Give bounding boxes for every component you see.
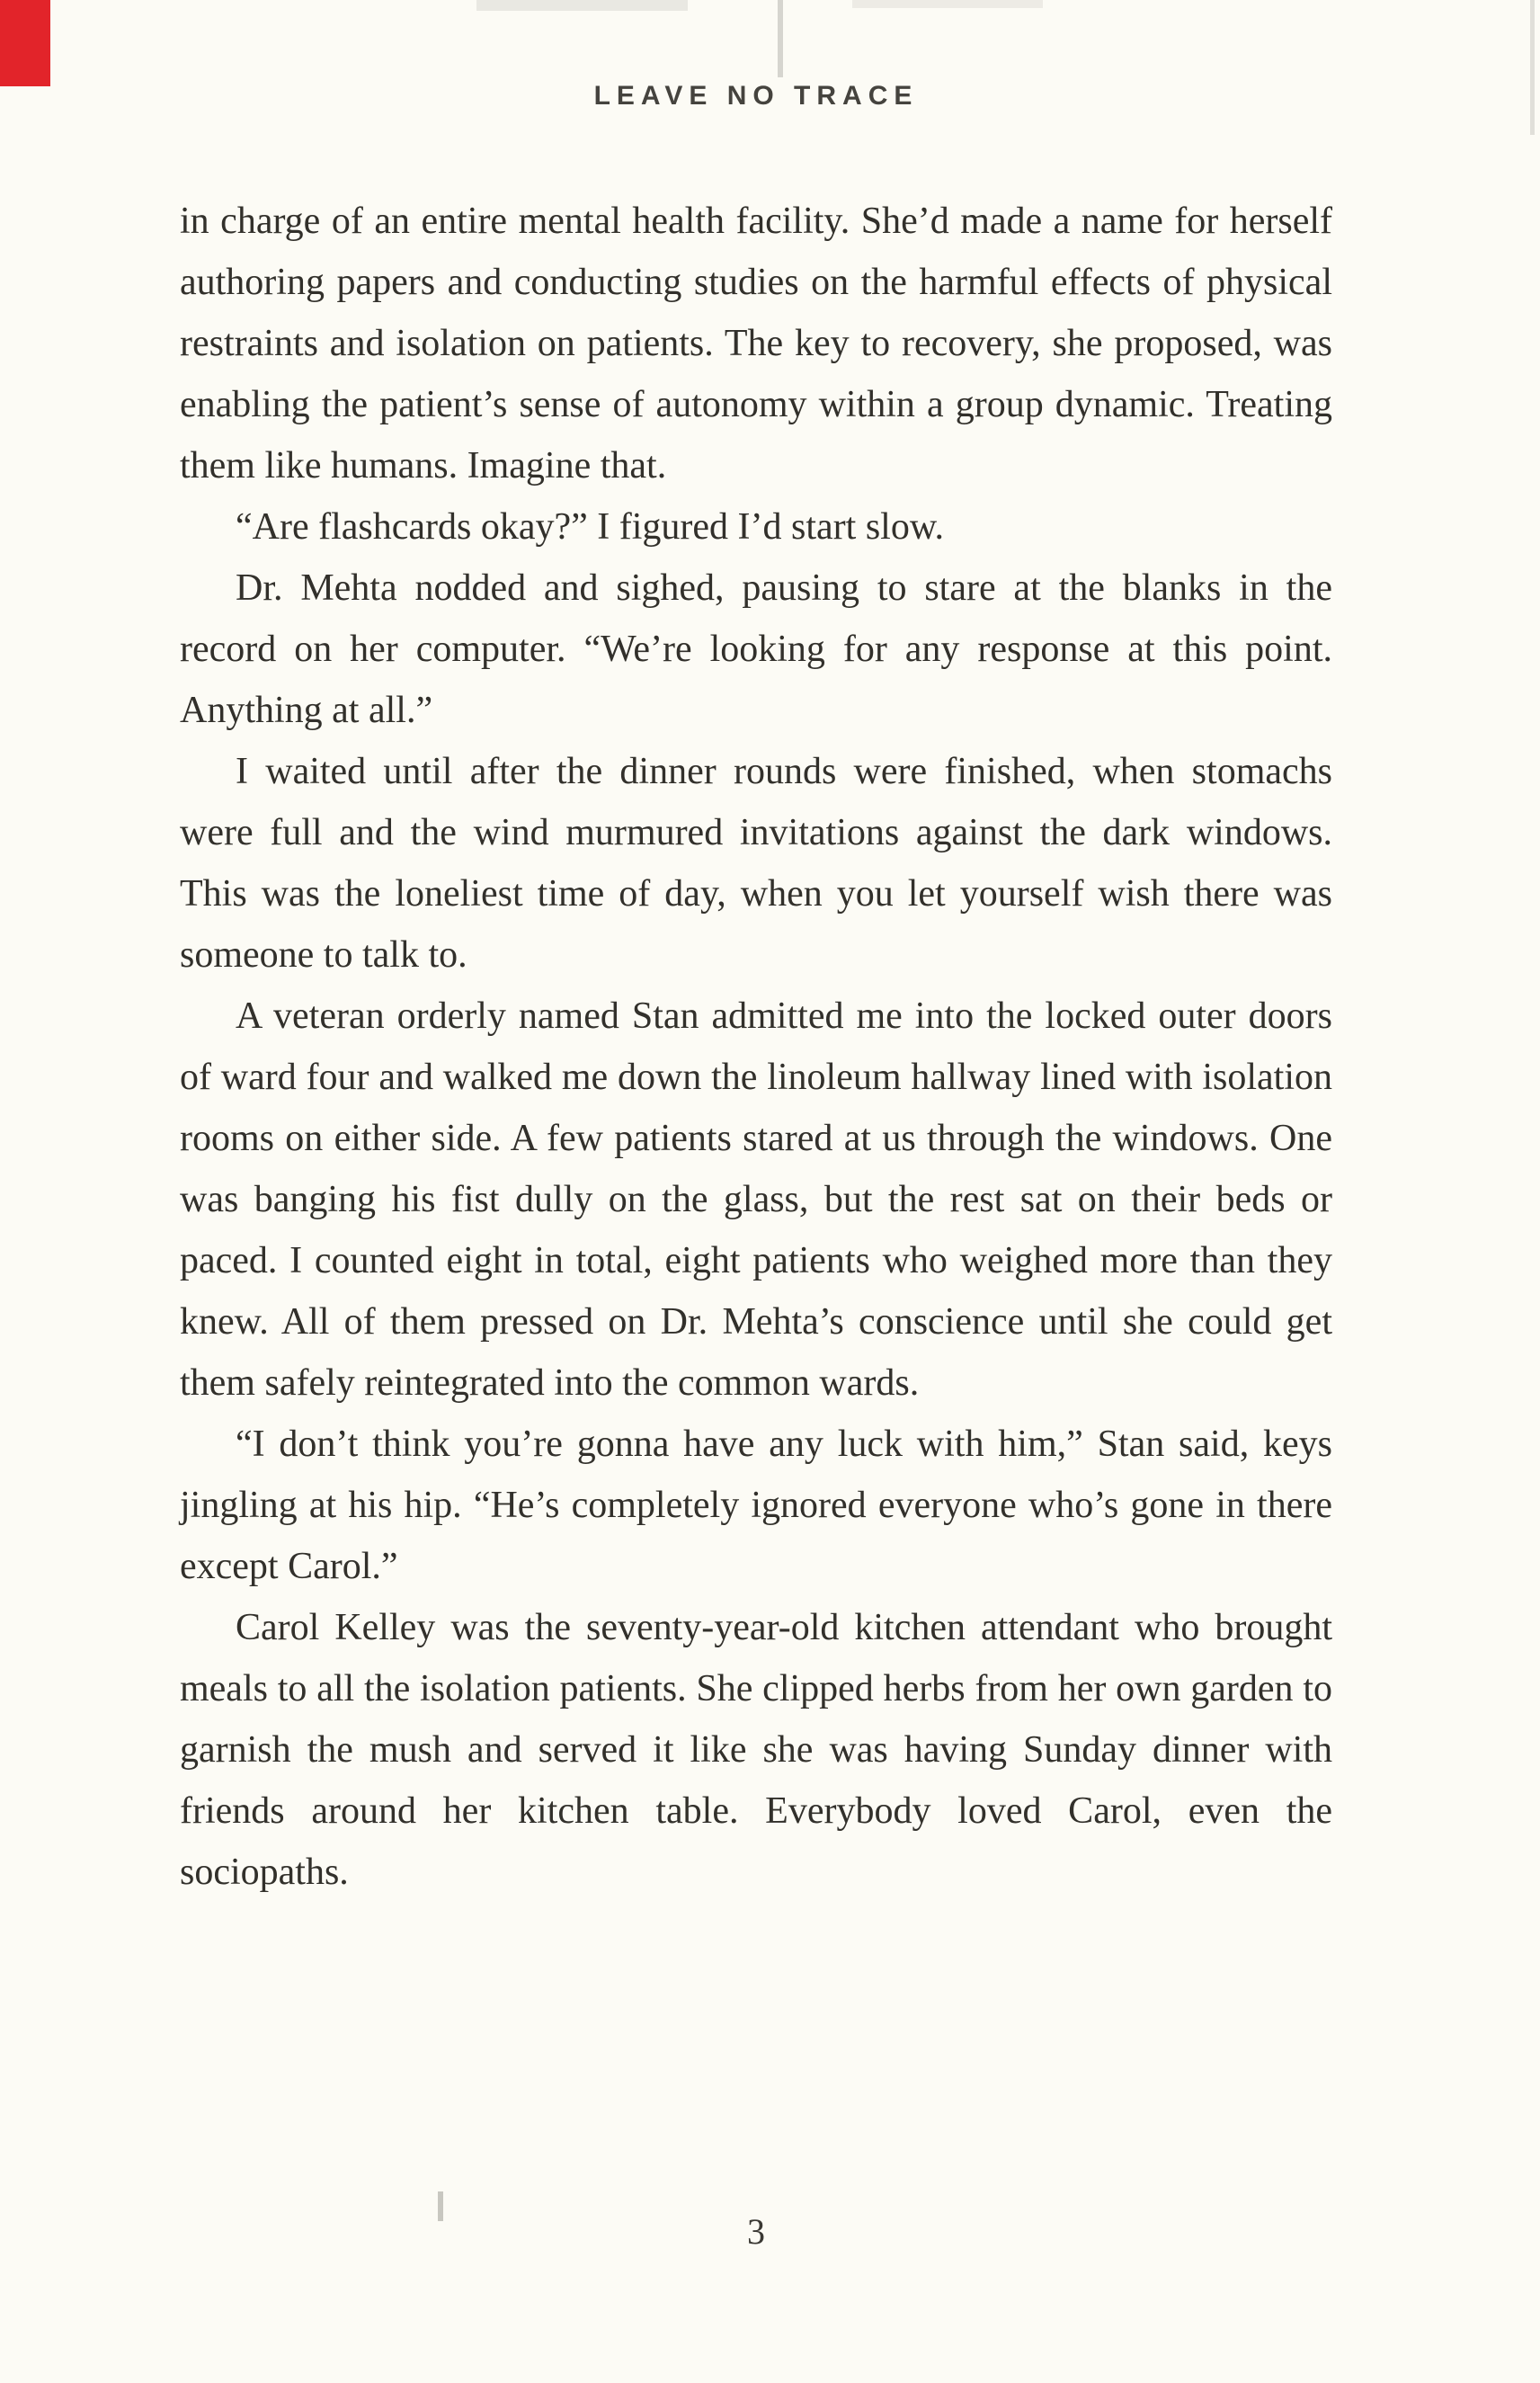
paragraph: A veteran orderly named Stan admitted me into the locked outer doors of ward four and walked me down the linoleum hallway lined with isolation rooms on either side. A few patients stared at us through the windows. One was banging his fist dully on the glass, but the rest sat on their beds or paced. I counted eight in total, eight patients who weighed more than they knew. All of them pressed on Dr. Mehta’s conscience until she could get them safely reintegrated into the common wards. (180, 995, 1332, 1404)
page-number: 3 (747, 2211, 765, 2252)
paragraph: I waited until after the dinner rounds were finished, when stomachs were full and the wind murmured invitations against the dark windows. This was the loneliest time of day, when you let yourself wish there was someone to talk to. (180, 751, 1332, 976)
scan-artifact (476, 0, 688, 11)
paragraph: “Are flashcards okay?” I figured I’d start slow. (236, 506, 944, 548)
scan-red-edge-mark (0, 0, 50, 86)
paragraph: Dr. Mehta nodded and sighed, pausing to stare at the blanks in the record on her computer. “We’re looking for any response at this point. Anything at all.” (180, 567, 1332, 731)
scan-artifact (1530, 0, 1535, 135)
scan-artifact (852, 0, 1043, 8)
paragraph: “I don’t think you’re gonna have any luck with him,” Stan said, keys jingling at his hip. “He’s completely ignored everyone who’s gone in there except Carol.” (180, 1424, 1332, 1587)
paragraph: in charge of an entire mental health facility. She’d made a name for herself authoring papers and conducting studies on the harmful effects of physical restraints and isolation on patients. The key to recovery, she proposed, was enabling the patient’s sense of autonomy within a group dynamic. Treating them like humans. Imagine that. (180, 201, 1332, 486)
body-text (180, 191, 1332, 1903)
scan-artifact (778, 0, 783, 77)
running-header: LEAVE NO TRACE (593, 81, 919, 111)
paragraph: Carol Kelley was the seventy-year-old kitchen attendant who brought meals to all the isolation patients. She clipped herbs from her own garden to garnish the mush and served it like she was having Sunday dinner with friends around her kitchen table. Everybody loved Carol, even the sociopaths. (180, 1607, 1332, 1893)
